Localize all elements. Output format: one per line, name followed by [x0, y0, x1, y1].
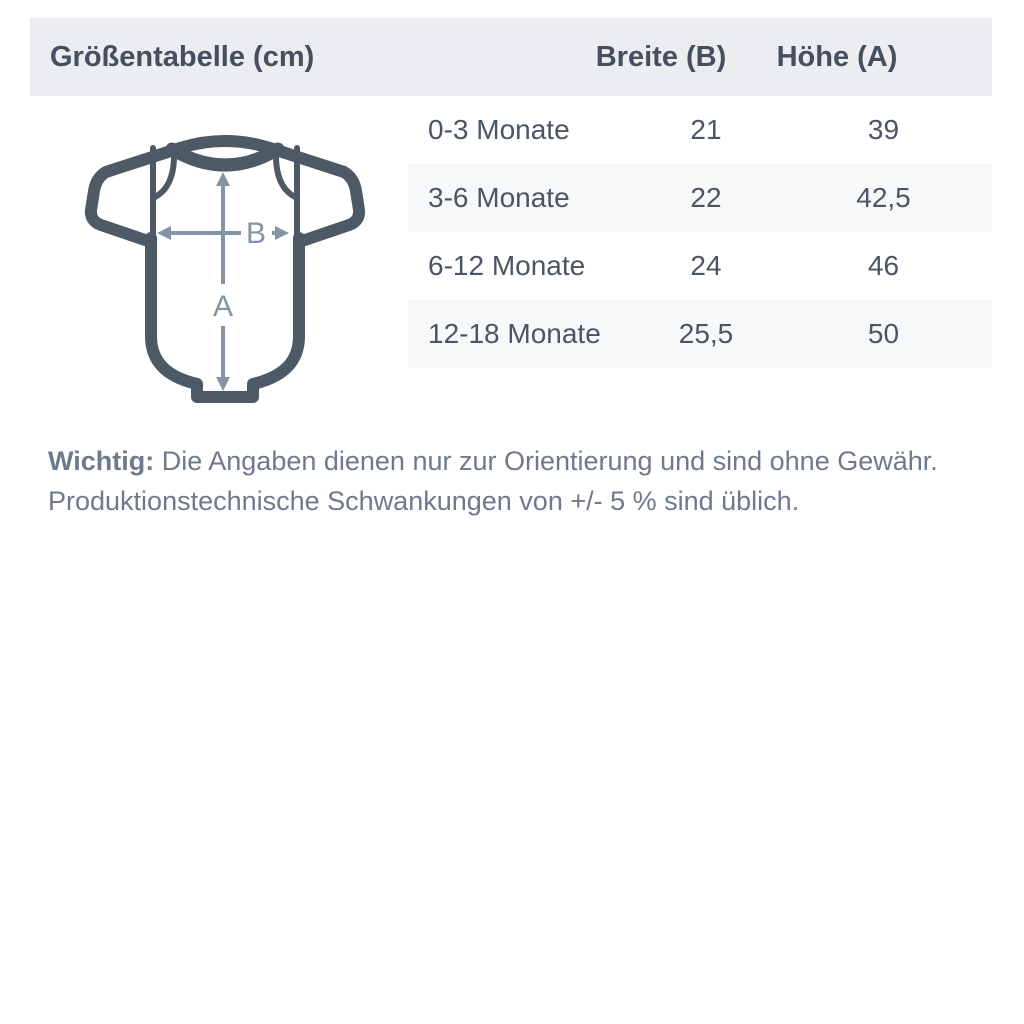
column-header-height: Höhe (A): [776, 41, 898, 73]
table-row: [408, 232, 992, 300]
width-value: 22: [690, 182, 722, 213]
column-header-width: Breite (B): [595, 41, 727, 73]
size-label: 3-6 Monate: [428, 182, 570, 213]
disclaimer-text: Die Angaben dienen nur zur Orientierung und sind ohne Gewähr.: [154, 446, 938, 476]
size-label: 0-3 Monate: [428, 114, 570, 145]
disclaimer-line-1: [48, 441, 978, 481]
size-table: [408, 96, 992, 368]
table-row: [408, 164, 992, 232]
width-value: 25,5: [678, 318, 734, 349]
height-value: 46: [867, 250, 900, 281]
height-arrow-label: A: [212, 290, 234, 323]
size-label: 12-18 Monate: [428, 318, 601, 349]
height-value: 39: [867, 114, 900, 145]
baby-bodysuit-icon: [85, 134, 367, 412]
page-title: Größentabelle (cm): [50, 41, 315, 73]
disclaimer-line-2: Produktionstechnische Schwankungen von +/- 5 % sind üblich.: [48, 486, 800, 516]
size-label: 6-12 Monate: [428, 250, 586, 281]
table-row: [408, 300, 992, 368]
height-value: 50: [867, 318, 900, 349]
dimension-arrows: [157, 172, 289, 391]
width-arrow-label: B: [245, 217, 267, 250]
disclaimer-note: [48, 441, 978, 521]
disclaimer-emphasis: Wichtig:: [48, 446, 155, 476]
width-value: 21: [690, 114, 722, 145]
table-header: [30, 18, 992, 96]
height-value: 42,5: [856, 182, 911, 213]
table-row: [408, 96, 992, 164]
width-value: 24: [690, 250, 722, 281]
